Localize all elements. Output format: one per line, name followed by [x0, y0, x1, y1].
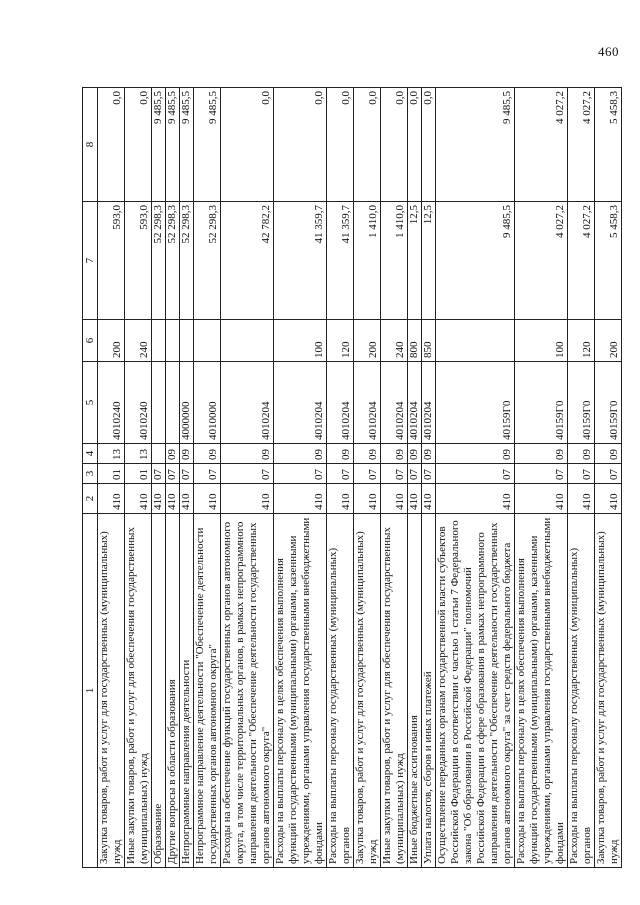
cell-amount-7: 5 458,3: [595, 202, 622, 320]
cell-code-6: [180, 320, 194, 362]
cell-amount-8: 0,0: [98, 88, 125, 202]
cell-code-6: [436, 320, 515, 362]
cell-name: Иные закупки товаров, работ и услуг для обеспечения государственных (муниципальных) нужд: [125, 514, 152, 868]
cell-amount-8: 0,0: [125, 88, 152, 202]
cell-amount-8: 0,0: [221, 88, 274, 202]
cell-code-2: 410: [595, 484, 622, 514]
cell-code-3: 07: [221, 464, 274, 484]
cell-code-4: 09: [274, 444, 327, 464]
cell-amount-8: 9 485,5: [194, 88, 221, 202]
cell-amount-7: 4 027,2: [568, 202, 595, 320]
cell-code-5: 4010204: [422, 362, 436, 444]
cell-name: Образование: [152, 514, 166, 868]
cell-code-6: 120: [327, 320, 354, 362]
cell-code-2: 410: [408, 484, 422, 514]
table-row: [568, 88, 595, 868]
cell-code-5: 40159Г0: [515, 362, 568, 444]
cell-code-3: 07: [166, 464, 180, 484]
cell-name: Непрограммное направление деятельности "Обеспечение деятельности государственных органов автономного округа": [194, 514, 221, 868]
cell-name: Уплата налогов, сборов и иных платежей: [422, 514, 436, 868]
table-row: [595, 88, 622, 868]
cell-code-4: 09: [515, 444, 568, 464]
table-row: [98, 88, 125, 868]
table-row: [354, 88, 381, 868]
rotated-table-container: [82, 88, 620, 868]
cell-code-4: 13: [98, 444, 125, 464]
cell-code-2: 410: [327, 484, 354, 514]
cell-amount-7: 41 359,7: [327, 202, 354, 320]
cell-code-3: 07: [408, 464, 422, 484]
cell-amount-8: 9 485,5: [180, 88, 194, 202]
cell-code-2: 410: [98, 484, 125, 514]
cell-name: Расходы на выплаты персоналу в целях обеспечения выполнения функций государственными (муниципальными) органами, казенными учреждениями, органами управления государственными внебюджетными фондами: [515, 514, 568, 868]
cell-code-6: 200: [595, 320, 622, 362]
cell-code-6: 200: [354, 320, 381, 362]
cell-code-3: 07: [568, 464, 595, 484]
cell-code-4: 09: [221, 444, 274, 464]
cell-code-5: 4010204: [354, 362, 381, 444]
cell-amount-8: 9 485,5: [436, 88, 515, 202]
cell-code-2: 410: [422, 484, 436, 514]
cell-code-4: 09: [327, 444, 354, 464]
cell-code-5: 4010204: [381, 362, 408, 444]
cell-name: Расходы на выплаты персоналу государственных (муниципальных) органов: [327, 514, 354, 868]
cell-amount-8: 0,0: [408, 88, 422, 202]
rotated-page-content: [82, 88, 620, 868]
header-cell: 1: [83, 514, 98, 868]
table-row: [327, 88, 354, 868]
cell-amount-8: 0,0: [381, 88, 408, 202]
cell-code-3: 07: [180, 464, 194, 484]
cell-code-4: 09: [568, 444, 595, 464]
cell-name: Расходы на обеспечение функций государственных органов автономного округа, в том числе территориальных органов, в рамках непрограммного направления деятельности "Обеспечение деятельности государственных органов автономного округа": [221, 514, 274, 868]
cell-name: Иные бюджетные ассигнования: [408, 514, 422, 868]
cell-name: Расходы на выплаты персоналу в целях обеспечения выполнения функций государственными (муниципальными) органами, казенными учреждениями, органами управления государственными внебюджетными фондами: [274, 514, 327, 868]
cell-code-3: 07: [595, 464, 622, 484]
cell-amount-7: 52 298,3: [152, 202, 166, 320]
cell-code-4: 09: [194, 444, 221, 464]
cell-amount-8: 9 485,5: [166, 88, 180, 202]
cell-amount-7: 12,5: [408, 202, 422, 320]
cell-name: Закупка товаров, работ и услуг для государственных (муниципальных) нужд: [595, 514, 622, 868]
cell-code-4: 09: [166, 444, 180, 464]
cell-code-3: 01: [125, 464, 152, 484]
table-row: [152, 88, 166, 868]
cell-code-4: 09: [381, 444, 408, 464]
cell-code-6: [152, 320, 166, 362]
cell-code-2: 410: [274, 484, 327, 514]
cell-name: Расходы на выплаты персоналу государственных (муниципальных) органов: [568, 514, 595, 868]
cell-code-6: 240: [381, 320, 408, 362]
table-header-row: [83, 88, 98, 868]
cell-name: Непрограммные направления деятельности: [180, 514, 194, 868]
cell-code-4: 09: [408, 444, 422, 464]
cell-code-5: [166, 362, 180, 444]
cell-code-3: 07: [327, 464, 354, 484]
table-row: [515, 88, 568, 868]
cell-code-3: 01: [98, 464, 125, 484]
cell-code-2: 410: [381, 484, 408, 514]
cell-code-2: 410: [194, 484, 221, 514]
cell-amount-7: 41 359,7: [274, 202, 327, 320]
cell-code-2: 410: [354, 484, 381, 514]
cell-amount-7: 9 485,5: [436, 202, 515, 320]
cell-code-5: 40159Г0: [595, 362, 622, 444]
table-row: [381, 88, 408, 868]
cell-code-3: 07: [194, 464, 221, 484]
cell-code-5: 4010240: [125, 362, 152, 444]
header-cell: 7: [83, 202, 98, 320]
cell-code-6: 200: [98, 320, 125, 362]
cell-code-4: 09: [180, 444, 194, 464]
cell-code-4: 09: [595, 444, 622, 464]
table-row: [422, 88, 436, 868]
cell-code-4: 09: [354, 444, 381, 464]
cell-code-3: 07: [274, 464, 327, 484]
cell-name: Осуществление переданных органам государственной власти субъектов Российской Федерации в соответствии с частью 1 статьи 7 Федерального закона "Об образовании в Российской Федерации" полномочий Российской Федерации в сфере образования в рамках непрограммного направления деятельности "Обеспечение деятельности государственных органов автономного округа" за счет средств федерального бюджета: [436, 514, 515, 868]
cell-code-3: 07: [381, 464, 408, 484]
cell-code-6: 100: [274, 320, 327, 362]
cell-code-2: 410: [180, 484, 194, 514]
cell-amount-7: 42 782,2: [221, 202, 274, 320]
cell-amount-8: 4 027,2: [568, 88, 595, 202]
cell-code-5: [152, 362, 166, 444]
budget-table: [82, 87, 622, 868]
cell-amount-8: 5 458,3: [595, 88, 622, 202]
cell-code-5: 4010000: [194, 362, 221, 444]
cell-code-4: 09: [436, 444, 515, 464]
cell-amount-8: 0,0: [354, 88, 381, 202]
cell-code-5: 4010204: [408, 362, 422, 444]
cell-code-2: 410: [125, 484, 152, 514]
cell-amount-7: 52 298,3: [194, 202, 221, 320]
header-cell: 8: [83, 88, 98, 202]
cell-amount-8: 0,0: [422, 88, 436, 202]
cell-amount-8: 4 027,2: [515, 88, 568, 202]
cell-amount-7: 593,0: [125, 202, 152, 320]
cell-name: Иные закупки товаров, работ и услуг для обеспечения государственных (муниципальных) нужд: [381, 514, 408, 868]
table-row: [125, 88, 152, 868]
header-cell: 2: [83, 484, 98, 514]
cell-amount-8: 0,0: [274, 88, 327, 202]
cell-code-6: 800: [408, 320, 422, 362]
cell-code-3: 07: [152, 464, 166, 484]
header-cell: 3: [83, 464, 98, 484]
table-row: [436, 88, 515, 868]
header-cell: 4: [83, 444, 98, 464]
cell-name: Закупка товаров, работ и услуг для государственных (муниципальных) нужд: [354, 514, 381, 868]
header-cell: 6: [83, 320, 98, 362]
cell-code-6: 120: [568, 320, 595, 362]
cell-code-4: 13: [125, 444, 152, 464]
cell-amount-7: 52 298,3: [180, 202, 194, 320]
cell-code-6: [194, 320, 221, 362]
cell-amount-7: 52 298,3: [166, 202, 180, 320]
cell-amount-8: 0,0: [327, 88, 354, 202]
header-cell: 5: [83, 362, 98, 444]
cell-amount-7: 1 410,0: [381, 202, 408, 320]
cell-code-5: 40159Г0: [436, 362, 515, 444]
cell-code-3: 07: [436, 464, 515, 484]
cell-code-5: 4000000: [180, 362, 194, 444]
cell-amount-7: 12,5: [422, 202, 436, 320]
cell-amount-7: 1 410,0: [354, 202, 381, 320]
cell-code-3: 07: [422, 464, 436, 484]
cell-code-6: 850: [422, 320, 436, 362]
table-row: [408, 88, 422, 868]
cell-code-4: 09: [422, 444, 436, 464]
cell-amount-7: 593,0: [98, 202, 125, 320]
table-body: [83, 88, 622, 868]
cell-code-2: 410: [166, 484, 180, 514]
cell-code-6: 240: [125, 320, 152, 362]
page-number: 460: [598, 44, 619, 59]
table-row: [194, 88, 221, 868]
cell-code-2: 410: [515, 484, 568, 514]
cell-code-4: [152, 444, 166, 464]
cell-code-2: 410: [221, 484, 274, 514]
cell-code-6: [166, 320, 180, 362]
cell-name: Другие вопросы в области образования: [166, 514, 180, 868]
cell-code-3: 07: [354, 464, 381, 484]
cell-code-5: 40159Г0: [568, 362, 595, 444]
cell-amount-7: 4 027,2: [515, 202, 568, 320]
cell-code-3: 07: [515, 464, 568, 484]
table-row: [221, 88, 274, 868]
cell-code-2: 410: [436, 484, 515, 514]
cell-code-5: 4010240: [98, 362, 125, 444]
table-row: [274, 88, 327, 868]
cell-code-2: 410: [568, 484, 595, 514]
cell-code-5: 4010204: [274, 362, 327, 444]
table-row: [180, 88, 194, 868]
table-row: [166, 88, 180, 868]
cell-code-2: 410: [152, 484, 166, 514]
cell-code-5: 4010204: [221, 362, 274, 444]
cell-code-5: 4010204: [327, 362, 354, 444]
cell-code-6: 100: [515, 320, 568, 362]
cell-code-6: [221, 320, 274, 362]
cell-name: Закупка товаров, работ и услуг для государственных (муниципальных) нужд: [98, 514, 125, 868]
cell-amount-8: 9 485,5: [152, 88, 166, 202]
